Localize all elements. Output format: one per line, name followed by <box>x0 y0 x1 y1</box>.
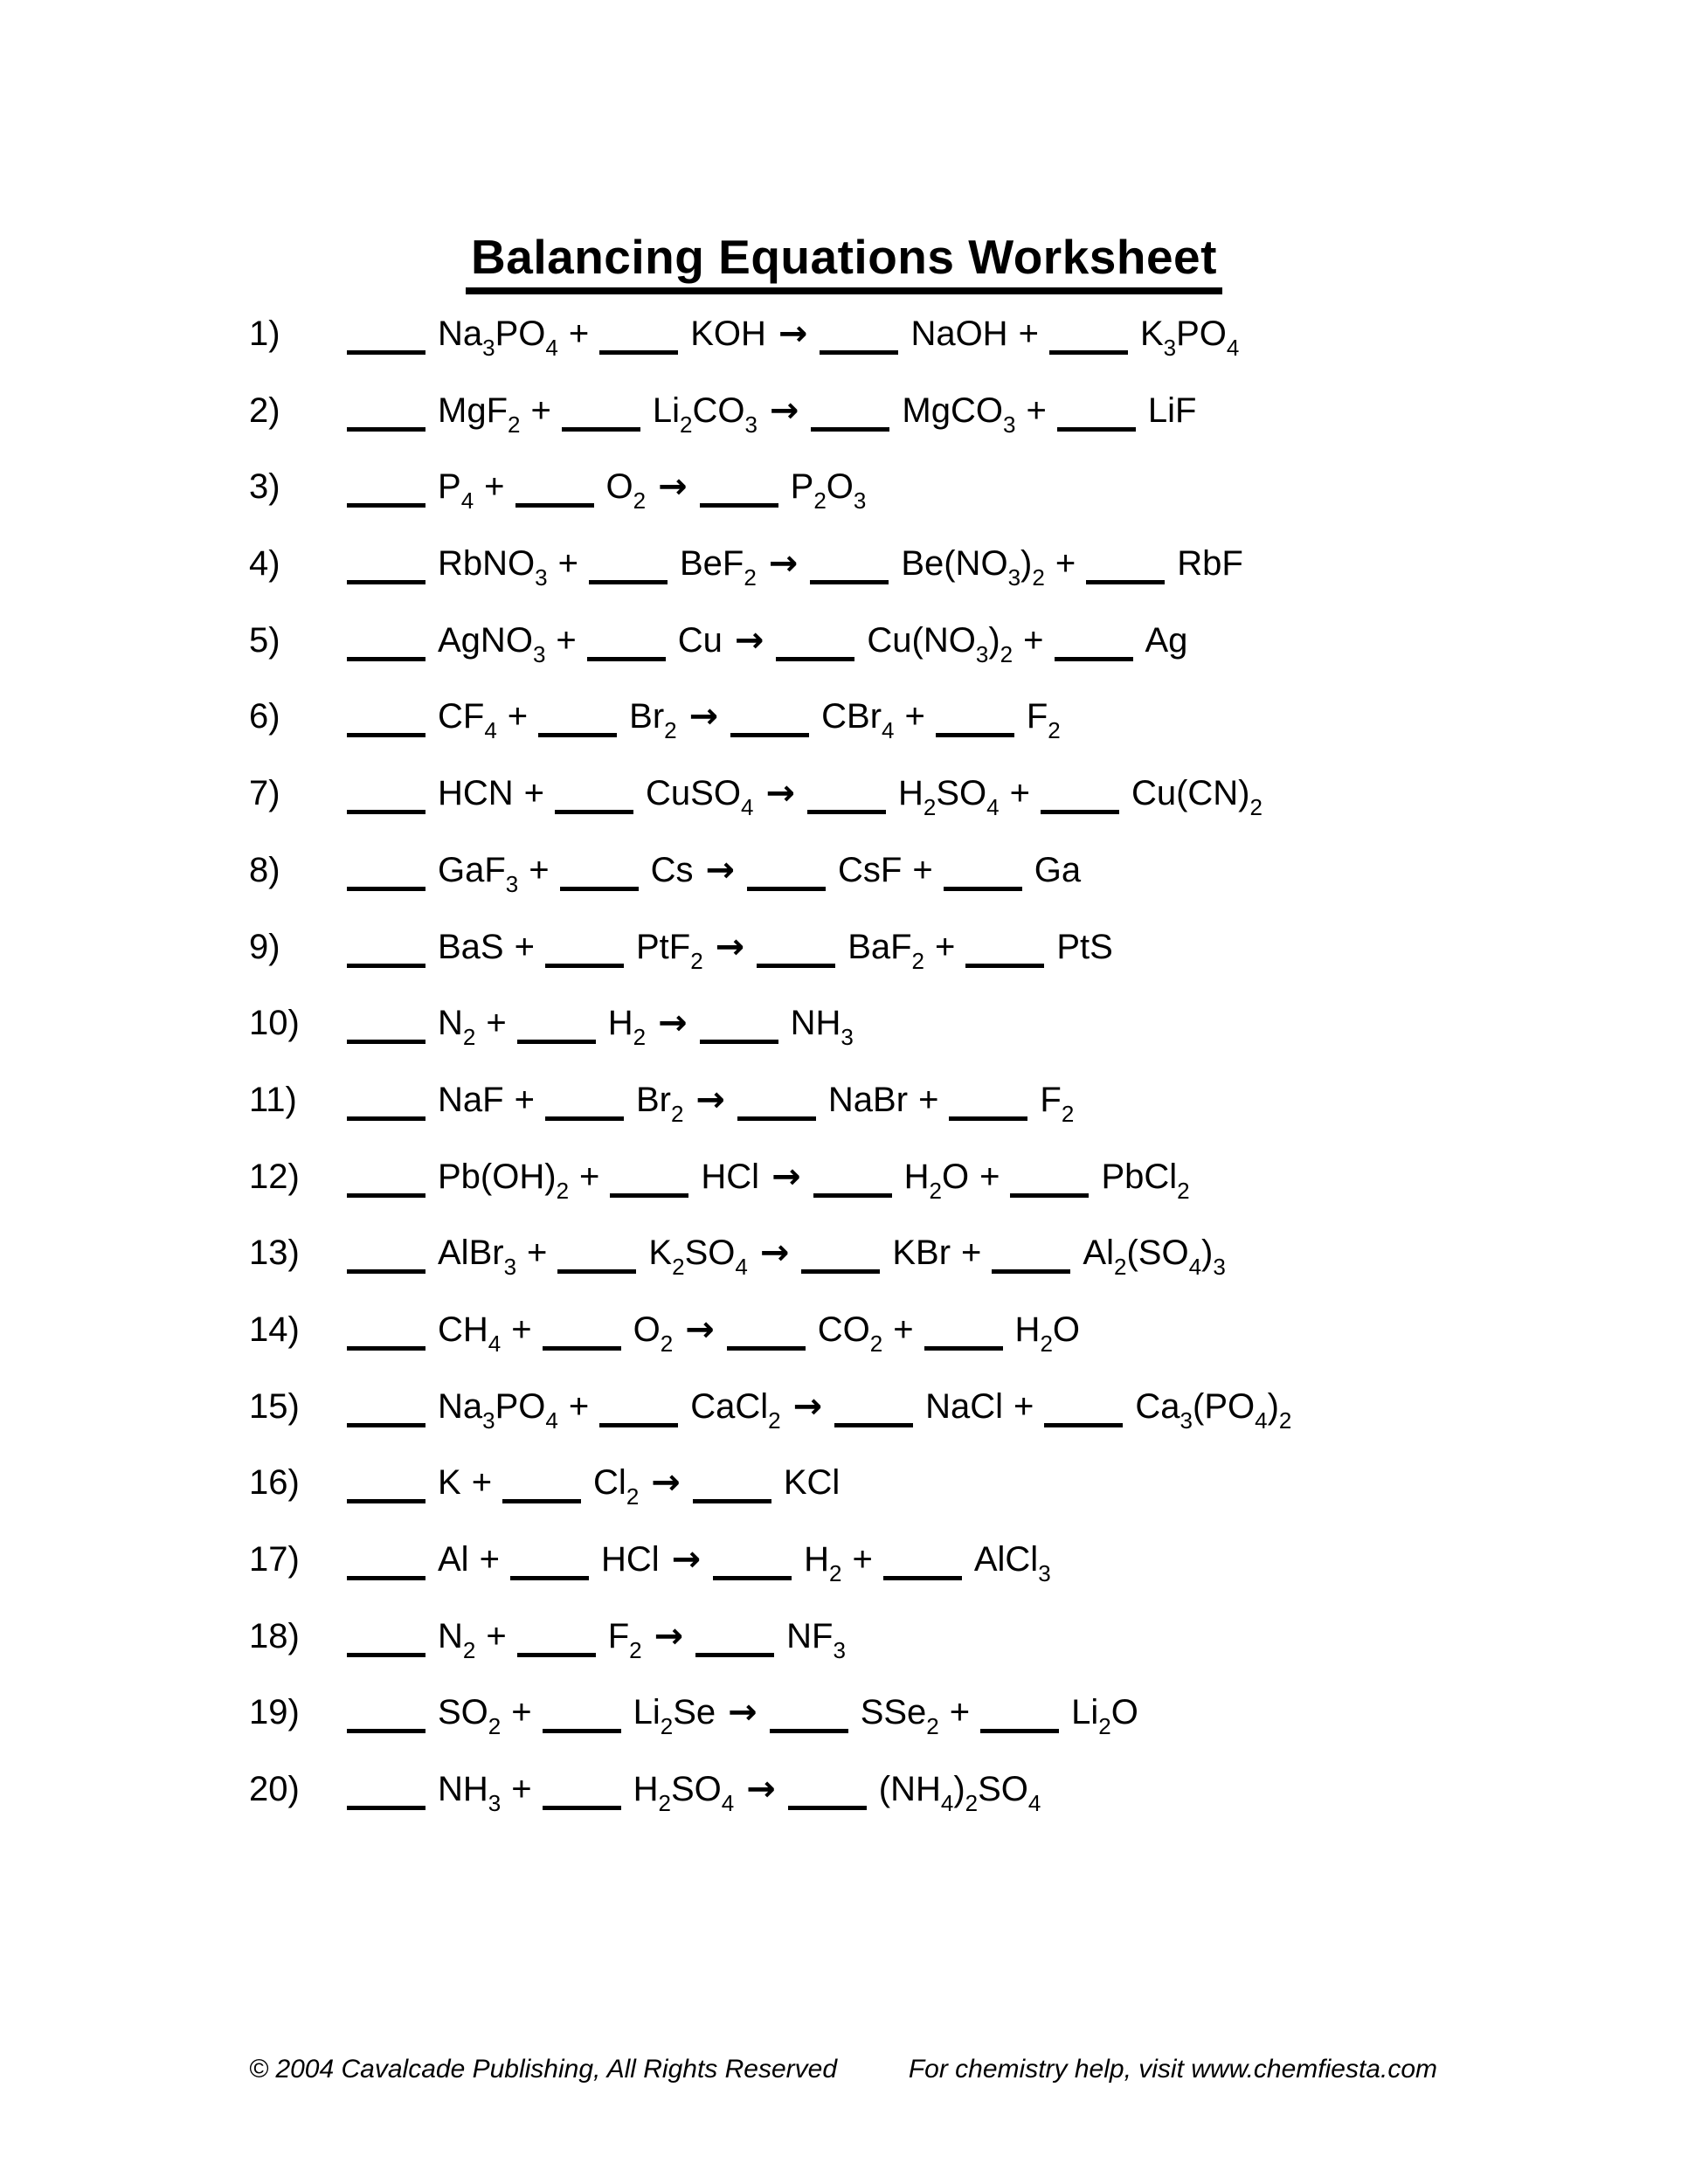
equation-row <box>249 1615 1291 1692</box>
chemical-formula: $Ca_3(PO_4)_2$ <box>1135 1386 1292 1434</box>
coefficient-blank <box>924 1346 1003 1351</box>
coefficient-blank <box>770 1729 848 1733</box>
page-title: Balancing Equations Worksheet <box>466 228 1222 294</box>
reaction-arrow: → <box>654 1615 684 1656</box>
reaction-arrow: → <box>715 926 745 967</box>
coefficient-blank <box>801 1269 880 1274</box>
plus-operator: + <box>486 1616 507 1655</box>
chemical-formula: $K_2SO_4$ <box>648 1234 748 1281</box>
coefficient-blank <box>700 1040 778 1044</box>
chemical-formula: SSe$_2$ <box>860 1693 939 1740</box>
plus-operator: + <box>527 1234 548 1273</box>
plus-operator: + <box>912 850 933 889</box>
coefficient-blank <box>347 350 425 355</box>
reaction-arrow: → <box>765 773 795 814</box>
plus-operator: + <box>511 1310 532 1349</box>
equation-number: 1) <box>249 314 280 353</box>
coefficient-blank <box>811 427 889 432</box>
plus-operator: + <box>556 620 577 660</box>
chemical-formula: $K_3PO_4$ <box>1139 314 1240 361</box>
chemical-formula: K <box>438 1463 461 1503</box>
coefficient-blank <box>347 657 425 661</box>
chemical-formula: $NF_3$ <box>786 1616 846 1663</box>
equation-number: 10) <box>249 1004 300 1043</box>
chemical-formula: CuSO$_4$ <box>646 774 754 821</box>
chemical-formula: AgNO$_3$ <box>438 620 546 667</box>
coefficient-blank <box>610 1193 688 1198</box>
plus-operator: + <box>529 850 550 889</box>
chemical-formula: HCN <box>438 774 514 813</box>
chemical-formula: $CF_4$ <box>438 697 497 744</box>
reaction-arrow: → <box>658 467 688 508</box>
plus-operator: + <box>852 1540 873 1579</box>
chemical-formula: BaF$_2$ <box>847 927 925 974</box>
plus-operator: + <box>568 314 590 353</box>
coefficient-blank <box>587 657 666 661</box>
reaction-arrow: → <box>705 849 736 890</box>
plus-operator: + <box>523 774 545 813</box>
chemical-formula: $Br_2$ <box>635 1080 684 1127</box>
equation-row <box>249 1002 1291 1079</box>
chemical-formula: KCl <box>783 1463 841 1503</box>
chemical-formula: LiF <box>1147 390 1197 430</box>
chemical-formula: AlCl$_3$ <box>973 1540 1051 1586</box>
coefficient-blank <box>944 887 1022 891</box>
equation-row <box>249 1309 1291 1386</box>
chemical-formula: BaS <box>438 927 504 966</box>
chemical-formula: Ga <box>1034 850 1082 889</box>
coefficient-blank <box>545 964 624 968</box>
plus-operator: + <box>1026 390 1047 430</box>
coefficient-blank <box>560 887 639 891</box>
equation-row <box>249 619 1291 696</box>
chemical-formula: $H_2$ <box>804 1540 842 1586</box>
chemical-formula: $F_2$ <box>607 1616 642 1663</box>
chemical-formula: RbNO$_3$ <box>438 544 548 591</box>
coefficient-blank <box>347 503 425 508</box>
chemical-formula: $CO_2$ <box>817 1310 883 1357</box>
chemical-formula: CBr$_4$ <box>821 697 895 744</box>
chemical-formula: $NH_3$ <box>438 1770 502 1817</box>
plus-operator: + <box>1009 774 1030 813</box>
equation-number: 16) <box>249 1463 300 1503</box>
plus-operator: + <box>935 927 956 966</box>
coefficient-blank <box>557 1269 636 1274</box>
plus-operator: + <box>557 544 578 584</box>
chemical-formula: $O_2$ <box>633 1310 674 1357</box>
chemical-formula: $H_2SO_4$ <box>897 774 1000 821</box>
coefficient-blank <box>834 1423 913 1427</box>
equation-number: 18) <box>249 1616 300 1655</box>
reaction-arrow: → <box>792 1386 823 1427</box>
equation-row <box>249 390 1291 467</box>
chemical-formula: $(NH_4)_2SO_4$ <box>878 1770 1041 1817</box>
chemical-formula: $Pb(OH)_2$ <box>438 1157 570 1204</box>
coefficient-blank <box>545 1116 624 1121</box>
equation-row <box>249 926 1291 1003</box>
equation-row <box>249 695 1291 772</box>
coefficient-blank <box>810 580 889 584</box>
chemical-formula: RbF <box>1177 544 1243 584</box>
chemical-formula: $H_2O$ <box>903 1157 970 1204</box>
coefficient-blank <box>1049 350 1128 355</box>
coefficient-blank <box>936 733 1014 737</box>
equation-row <box>249 1156 1291 1233</box>
coefficient-blank <box>700 503 778 508</box>
plus-operator: + <box>1013 1386 1034 1426</box>
equation-row <box>249 466 1291 543</box>
coefficient-blank <box>347 1346 425 1351</box>
chemical-formula: $N_2$ <box>438 1004 476 1051</box>
coefficient-blank <box>562 427 640 432</box>
coefficient-blank <box>347 1269 425 1274</box>
coefficient-blank <box>517 1040 596 1044</box>
coefficient-blank <box>980 1729 1059 1733</box>
plus-operator: + <box>507 697 529 736</box>
coefficient-blank <box>347 733 425 737</box>
coefficient-blank <box>347 427 425 432</box>
plus-operator: + <box>514 1080 535 1119</box>
coefficient-blank <box>965 964 1044 968</box>
reaction-arrow: → <box>778 314 808 354</box>
chemical-formula: HCl <box>701 1157 760 1196</box>
chemical-formula: HCl <box>600 1540 660 1579</box>
plus-operator: + <box>530 390 551 430</box>
coefficient-blank <box>1086 580 1165 584</box>
chemical-formula: PtS <box>1056 927 1113 966</box>
coefficient-blank <box>776 657 854 661</box>
coefficient-blank <box>347 1806 425 1810</box>
chemical-formula: CaCl$_2$ <box>690 1386 781 1434</box>
coefficient-blank <box>1055 657 1133 661</box>
coefficient-blank <box>713 1576 792 1580</box>
equation-number: 12) <box>249 1157 300 1196</box>
coefficient-blank <box>883 1576 962 1580</box>
chemical-formula: Al <box>438 1540 469 1579</box>
coefficient-blank <box>515 503 594 508</box>
plus-operator: + <box>579 1157 600 1196</box>
equation-number: 9) <box>249 927 280 966</box>
coefficient-blank <box>813 1193 892 1198</box>
chemical-formula: CsF <box>838 850 903 889</box>
equation-number: 2) <box>249 390 280 430</box>
coefficient-blank <box>737 1116 816 1121</box>
plus-operator: + <box>1023 620 1044 660</box>
chemical-formula: $Br_2$ <box>629 697 677 744</box>
chemical-formula: $N_2$ <box>438 1616 476 1663</box>
coefficient-blank <box>555 810 633 814</box>
equation-number: 19) <box>249 1693 300 1732</box>
reaction-arrow: → <box>695 1079 725 1120</box>
chemical-formula: $Cl_2$ <box>593 1463 640 1510</box>
chemical-formula: $NH_3$ <box>790 1004 854 1051</box>
equation-number: 8) <box>249 850 280 889</box>
equation-number: 15) <box>249 1386 300 1426</box>
equation-number: 5) <box>249 620 280 660</box>
equation-number: 4) <box>249 544 280 584</box>
chemical-formula: $Li_2CO_3$ <box>652 390 758 438</box>
equation-row <box>249 1768 1291 1845</box>
chemical-formula: Cs <box>650 850 694 889</box>
plus-operator: + <box>1018 314 1039 353</box>
chemical-formula: PtF$_2$ <box>635 927 703 974</box>
chemical-formula: Ag <box>1145 620 1188 660</box>
coefficient-blank <box>693 1499 771 1503</box>
coefficient-blank <box>543 1346 621 1351</box>
coefficient-blank <box>510 1576 589 1580</box>
equation-row <box>249 543 1291 619</box>
coefficient-blank <box>599 1423 678 1427</box>
reaction-arrow: → <box>688 696 719 737</box>
chemical-formula: $SO_2$ <box>438 1693 502 1740</box>
coefficient-blank <box>347 1576 425 1580</box>
reaction-arrow: → <box>728 1692 758 1733</box>
chemical-formula: $F_2$ <box>1026 697 1061 744</box>
reaction-arrow: → <box>771 1156 801 1197</box>
equation-row <box>249 1691 1291 1768</box>
reaction-arrow: → <box>651 1462 681 1503</box>
plus-operator: + <box>511 1693 532 1732</box>
chemical-formula: NaOH <box>910 314 1008 353</box>
chemical-formula: $P_4$ <box>438 467 474 515</box>
chemical-formula: GaF$_3$ <box>438 850 519 897</box>
chemical-formula: MgCO$_3$ <box>902 390 1016 438</box>
coefficient-blank <box>695 1653 774 1657</box>
reaction-arrow: → <box>768 543 799 584</box>
chemical-formula: $Cu(NO_3)_2$ <box>867 620 1013 667</box>
reaction-arrow: → <box>759 1233 790 1274</box>
chemical-formula: KBr <box>892 1234 951 1273</box>
coefficient-blank <box>543 1806 621 1810</box>
plus-operator: + <box>961 1234 982 1273</box>
plus-operator: + <box>514 927 535 966</box>
coefficient-blank <box>347 1653 425 1657</box>
coefficient-blank <box>820 350 898 355</box>
chemical-formula: AlBr$_3$ <box>438 1234 517 1281</box>
reaction-arrow: → <box>658 1003 688 1044</box>
coefficient-blank <box>347 964 425 968</box>
chemical-formula: $Na_3PO_4$ <box>438 1386 558 1434</box>
equation-number: 13) <box>249 1234 300 1273</box>
plus-operator: + <box>484 467 505 507</box>
chemical-formula: NaCl <box>925 1386 1004 1426</box>
coefficient-blank <box>1010 1193 1089 1198</box>
equation-row <box>249 772 1291 849</box>
coefficient-blank <box>992 1269 1070 1274</box>
chemical-formula: $F_2$ <box>1040 1080 1075 1127</box>
coefficient-blank <box>347 887 425 891</box>
coefficient-blank <box>347 580 425 584</box>
plus-operator: + <box>979 1157 1000 1196</box>
equation-number: 3) <box>249 467 280 507</box>
equation-row <box>249 1079 1291 1156</box>
plus-operator: + <box>918 1080 939 1119</box>
chemical-formula: $H_2$ <box>607 1004 647 1051</box>
chemical-formula: $H_2SO_4$ <box>633 1770 735 1817</box>
coefficient-blank <box>347 1040 425 1044</box>
coefficient-blank <box>949 1116 1027 1121</box>
equation-number: 20) <box>249 1770 300 1809</box>
reaction-arrow: → <box>734 619 764 660</box>
coefficient-blank <box>807 810 886 814</box>
chemical-formula: BeF$_2$ <box>679 544 757 591</box>
chemical-formula: $Li_2Se$ <box>633 1693 716 1740</box>
coefficient-blank <box>599 350 678 355</box>
reaction-arrow: → <box>685 1309 715 1350</box>
chemical-formula: $H_2O$ <box>1014 1310 1081 1357</box>
chemical-formula: Cu <box>677 620 723 660</box>
coefficient-blank <box>347 1423 425 1427</box>
coefficient-blank <box>1041 810 1119 814</box>
equation-row <box>249 313 1291 390</box>
chemical-formula: $Li_2O$ <box>1071 1693 1138 1740</box>
footer-copyright: © 2004 Cavalcade Publishing, All Rights Reserved <box>249 2055 838 2084</box>
chemical-formula: $P_2O_3$ <box>790 467 867 515</box>
coefficient-blank <box>347 810 425 814</box>
equation-number: 11) <box>249 1080 297 1119</box>
coefficient-blank <box>1057 427 1136 432</box>
reaction-arrow: → <box>746 1769 776 1810</box>
chemical-formula: $CH_4$ <box>438 1310 502 1357</box>
equation-row <box>249 1538 1291 1615</box>
coefficient-blank <box>757 964 835 968</box>
coefficient-blank <box>347 1499 425 1503</box>
coefficient-blank <box>517 1653 596 1657</box>
footer-help-text: For chemistry help, visit www.chemfiesta.com <box>908 2055 1437 2084</box>
chemical-formula: PbCl$_2$ <box>1101 1157 1190 1204</box>
equation-row <box>249 849 1291 926</box>
coefficient-blank <box>347 1729 425 1733</box>
equation-number: 7) <box>249 774 280 813</box>
chemical-formula: KOH <box>690 314 766 353</box>
coefficient-blank <box>747 887 826 891</box>
plus-operator: + <box>904 697 925 736</box>
equation-row <box>249 1232 1291 1309</box>
page-footer <box>249 2055 1437 2084</box>
reaction-arrow: → <box>671 1539 702 1579</box>
coefficient-blank <box>538 733 617 737</box>
coefficient-blank <box>727 1346 806 1351</box>
plus-operator: + <box>471 1463 493 1503</box>
chemical-formula: $Cu(CN)_2$ <box>1131 774 1263 821</box>
plus-operator: + <box>1055 544 1076 584</box>
plus-operator: + <box>486 1004 507 1043</box>
coefficient-blank <box>347 1193 425 1198</box>
reaction-arrow: → <box>769 390 799 431</box>
chemical-formula: $Na_3PO_4$ <box>438 314 558 361</box>
equation-number: 14) <box>249 1310 300 1349</box>
chemical-formula: MgF$_2$ <box>438 390 521 438</box>
chemical-formula: $Al_2(SO_4)_3$ <box>1083 1234 1226 1281</box>
equation-row <box>249 1462 1291 1538</box>
chemical-formula: NaBr <box>827 1080 909 1119</box>
equation-list <box>249 313 1291 1845</box>
plus-operator: + <box>479 1540 500 1579</box>
title-wrap <box>0 196 1688 327</box>
equation-row <box>249 1386 1291 1462</box>
chemical-formula: $O_2$ <box>605 467 647 515</box>
plus-operator: + <box>511 1770 532 1809</box>
chemical-formula: NaF <box>438 1080 504 1119</box>
coefficient-blank <box>1044 1423 1123 1427</box>
equation-number: 17) <box>249 1540 300 1579</box>
equation-number: 6) <box>249 697 280 736</box>
plus-operator: + <box>893 1310 914 1349</box>
coefficient-blank <box>730 733 809 737</box>
plus-operator: + <box>568 1386 590 1426</box>
coefficient-blank <box>589 580 668 584</box>
coefficient-blank <box>788 1806 867 1810</box>
coefficient-blank <box>502 1499 581 1503</box>
plus-operator: + <box>949 1693 971 1732</box>
chemical-formula: $Be(NO_3)_2$ <box>901 544 1045 591</box>
coefficient-blank <box>347 1116 425 1121</box>
coefficient-blank <box>543 1729 621 1733</box>
